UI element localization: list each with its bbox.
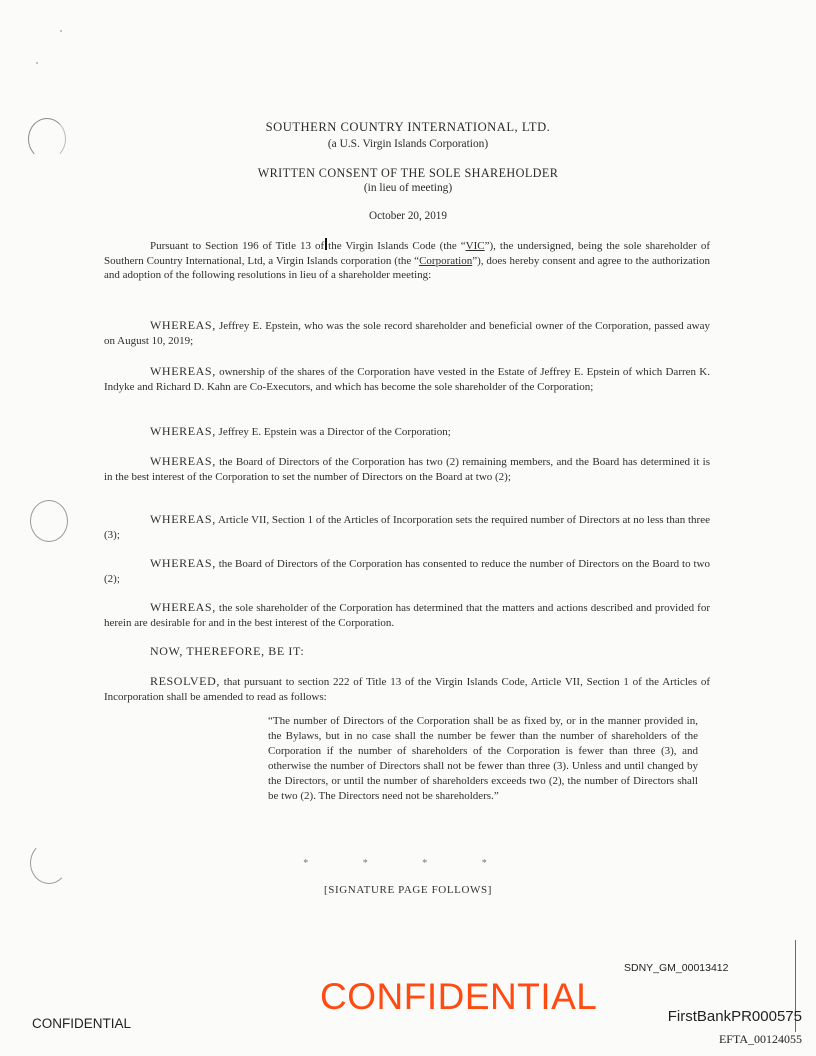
whereas-label: WHEREAS, [150,512,216,526]
bates-number: SDNY_GM_00013412 [624,962,729,974]
confidential-label: CONFIDENTIAL [32,1016,132,1031]
amended-article-quote: “The number of Directors of the Corporation shall be as fixed by, or in the manner provided in, the Bylaws, but in no case shall the number be fewer than the number of shareholders of the Corporation if the number of shareholders of the Corporation is fewer than three (3), and otherwise the number of Directors shall not be fewer than three (3). Unless and until changed by the Directors, or until the number of shareholders exceeds two (2), the number of Directors shall be two (2). The Directors need not be shareholders.” [268,715,698,802]
section-break-stars: * * * * [303,858,513,869]
whereas-label: WHEREAS, [150,454,216,468]
defined-term-vic: VIC [465,240,485,252]
scan-speck [60,30,62,32]
whereas-paragraph [104,318,710,348]
whereas-paragraph [104,364,710,394]
whereas-label: WHEREAS, [150,556,216,570]
company-subtitle: (a U.S. Virgin Islands Corporation) [327,138,489,150]
resolved-text: that pursuant to section 222 of Title 13 of the Virgin Islands Code, Article VII, Section 1 of the Articles of Incorporation shall be amended to read as follows: [104,676,711,703]
whereas-label: WHEREAS, [150,424,216,438]
hole-punch-mark [30,500,68,542]
whereas-paragraph [104,512,710,542]
intro-text: ”), does hereby consent and agree to the authorization and adoption of the following resolutions in lieu of a shareholder meeting: [104,254,710,282]
efta-number: EFTA_00124055 [718,1032,802,1046]
intro-text: the Virgin Islands Code (the “ [328,240,466,252]
intro-text: ”), the undersigned, being the sole shareholder of Southern Country International, Ltd, a Virgin Islands corporation (the “ [104,240,710,267]
intro-text: Pursuant to Section 196 of Title 13 of [150,240,325,252]
whereas-label: WHEREAS, [150,364,216,378]
whereas-label: WHEREAS, [150,600,216,614]
document-subtitle: (in lieu of meeting) [363,182,453,194]
scan-speck [36,62,38,64]
resolved-paragraph [104,674,710,704]
whereas-paragraph [104,424,710,440]
firstbank-bates-number: FirstBankPR000575 [667,1008,802,1025]
text-cursor-mark [325,238,327,250]
whereas-text: the Board of Directors of the Corporation has consented to reduce the number of Directors on the Board to two (2); [104,558,710,585]
whereas-text: the Board of Directors of the Corporation has two (2) remaining members, and the Board has determined it is in the best interest of the Corporation to set the number of Directors on the Board at two (2); [104,456,710,483]
whereas-text: ownership of the shares of the Corporation have vested in the Estate of Jeffrey E. Epstein of which Darren K. Indyke and Richard D. Kahn are Co-Executors, and which has become the sole shareholder of the Corporation; [104,366,710,393]
document-date: October 20, 2019 [369,210,447,222]
now-therefore-text: NOW, THEREFORE, BE IT: [150,644,305,658]
whereas-paragraph [104,600,710,630]
whereas-paragraph [104,454,710,484]
resolved-label: RESOLVED, [150,674,220,688]
signature-page-follows: [SIGNATURE PAGE FOLLOWS] [324,884,492,896]
whereas-paragraph [104,556,710,586]
intro-paragraph [104,238,710,283]
whereas-label: WHEREAS, [150,318,216,332]
now-therefore-paragraph [104,644,710,659]
document-title: WRITTEN CONSENT OF THE SOLE SHAREHOLDER [257,166,559,180]
whereas-text: Jeffrey E. Epstein, who was the sole record shareholder and beneficial owner of the Corporation, passed away on August 10, 2019; [104,320,711,347]
confidential-stamp: CONFIDENTIAL [320,976,598,1017]
whereas-text: Article VII, Section 1 of the Articles of Incorporation sets the required number of Directors at no less than three (3); [104,514,710,541]
defined-term-corporation: Corporation [419,254,473,267]
company-name: SOUTHERN COUNTRY INTERNATIONAL, LTD. [265,120,551,134]
whereas-text: Jeffrey E. Epstein was a Director of the Corporation; [218,426,451,438]
whereas-text: the sole shareholder of the Corporation has determined that the matters and actions described and provided for herein are desirable for and in the best interest of the Corporation. [104,602,710,629]
